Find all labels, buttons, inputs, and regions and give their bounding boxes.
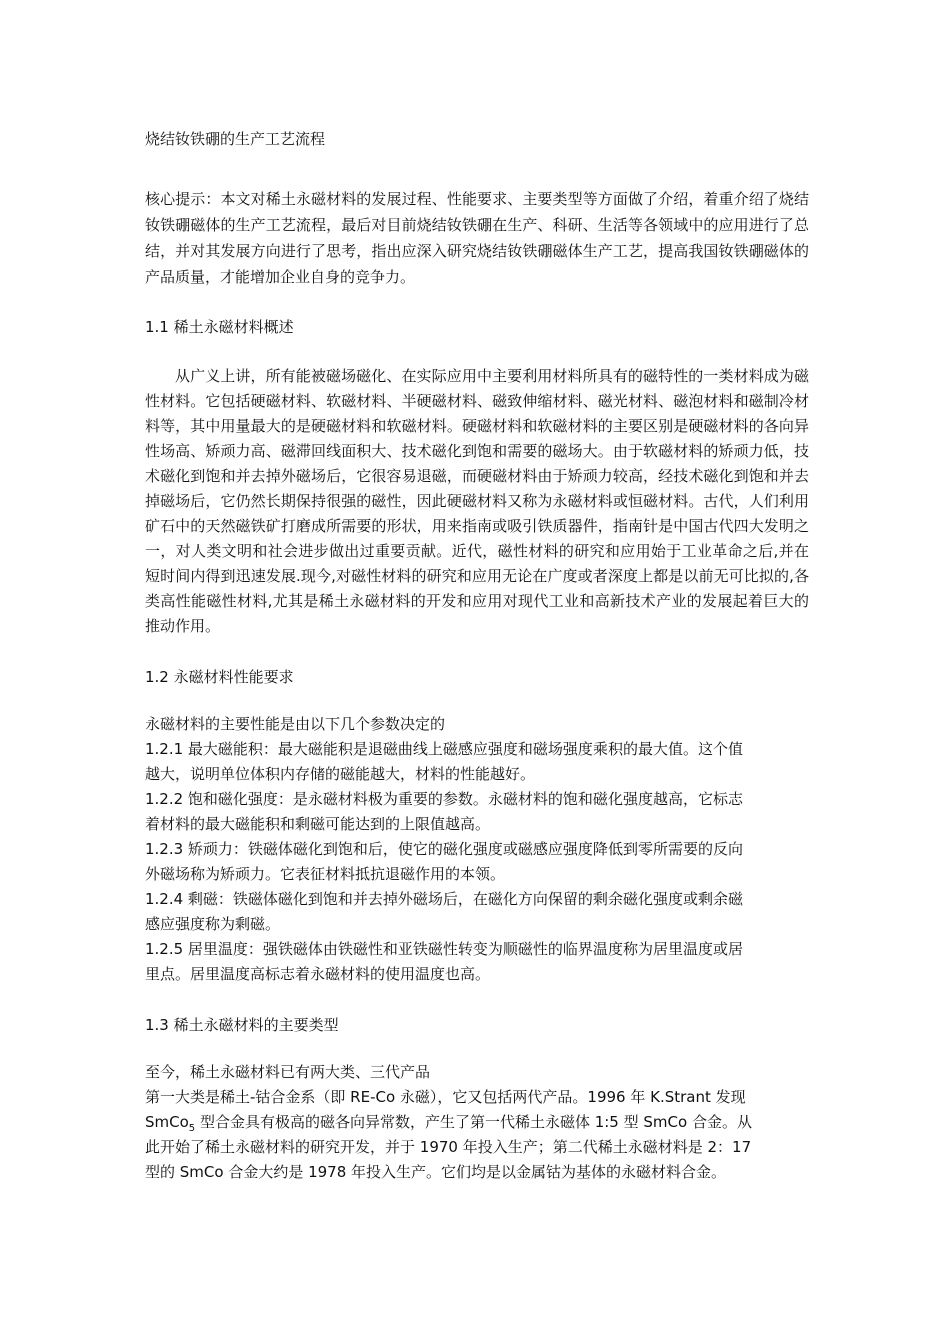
section-heading-1-3: 1.3 稀土永磁材料的主要类型 (145, 1016, 339, 1034)
section-heading-1-1: 1.1 稀土永磁材料概述 (145, 318, 294, 336)
section-heading-1-2: 1.2 永磁材料性能要求 (145, 668, 294, 686)
section-1-2-body (145, 712, 809, 987)
types-line: 型的 SmCo 合金大约是 1978 年投入生产。它们均是以金属钴为基体的永磁材料合金。 (145, 1163, 727, 1181)
param-line: 着材料的最大磁能积和剩磁可能达到的上限值越高。 (145, 815, 491, 833)
smco-formula: SmCo (145, 1113, 189, 1131)
param-line: 1.2.4 剩磁：铁磁体磁化到饱和并去掉外磁场后，在磁化方向保留的剩余磁化强度或剩余磁 (145, 890, 743, 908)
formula-subscript: 5 (188, 1123, 196, 1134)
core-summary-paragraph: 核心提示：本文对稀土永磁材料的发展过程、性能要求、主要类型等方面做了介绍，着重介绍了烧结钕铁硼磁体的生产工艺流程，最后对目前烧结钕铁硼在生产、科研、生活等各领域中的应用进行了总结，并对其发展方向进行了思考，指出应深入研究烧结钕铁硼磁体生产工艺，提高我国钕铁硼磁体的产品质量，才能增加企业自身的竞争力。 (145, 190, 809, 286)
section-1-3-body (145, 1060, 809, 1185)
param-line: 里点。居里温度高标志着永磁材料的使用温度也高。 (145, 965, 491, 983)
param-line: 1.2.5 居里温度：强铁磁体由铁磁性和亚铁磁性转变为顺磁性的临界温度称为居里温度或居 (145, 940, 743, 958)
section-1-3-intro: 至今，稀土永磁材料已有两大类、三代产品 (145, 1063, 431, 1081)
param-line: 感应强度称为剩磁。 (145, 915, 281, 933)
types-line: 第一大类是稀土-钴合金系（即 RE-Co 永磁），它又包括两代产品。1996 年 K.Strant 发现 (145, 1088, 746, 1106)
document-title: 烧结钕铁硼的生产工艺流程 (145, 130, 326, 148)
param-line: 越大，说明单位体积内存储的磁能越大，材料的性能越好。 (145, 765, 536, 783)
param-line: 1.2.2 饱和磁化强度：是永磁材料极为重要的参数。永磁材料的饱和磁化强度越高，它标志 (145, 790, 743, 808)
param-line: 1.2.1 最大磁能积：最大磁能积是退磁曲线上磁感应强度和磁场强度乘积的最大值。这个值 (145, 740, 743, 758)
section-1-2-intro: 永磁材料的主要性能是由以下几个参数决定的 (145, 715, 446, 733)
param-line: 外磁场称为矫顽力。它表征材料抵抗退磁作用的本领。 (145, 865, 506, 883)
section-1-1-body: 从广义上讲，所有能被磁场磁化、在实际应用中主要利用材料所具有的磁特性的一类材料成为磁性材料。它包括硬磁材料、软磁材料、半硬磁材料、磁致伸缩材料、磁光材料、磁泡材料和磁制冷材料等，其中用量最大的是硬磁材料和软磁材料。硬磁材料和软磁材料的主要区别是硬磁材料的各向异性场高、矫顽力高、磁滞回线面积大、技术磁化到饱和需要的磁场大。由于软磁材料的矫顽力低，技术磁化到饱和并去掉外磁场后，它很容易退磁，而硬磁材料由于矫顽力较高，经技术磁化到饱和并去掉磁场后，它仍然长期保持很强的磁性，因此硬磁材料又称为永磁材料或恒磁材料。古代，人们利用矿石中的天然磁铁矿打磨成所需要的形状，用来指南或吸引铁质器件，指南针是中国古代四大发明之一，对人类文明和社会进步做出过重要贡献。近代，磁性材料的研究和应用始于工业革命之后,并在短时间内得到迅速发展.现今,对磁性材料的研究和应用无论在广度或者深度上都是以前无可比拟的,各类高性能磁性材料,尤其是稀土永磁材料的开发和应用对现代工业和高新技术产业的发展起着巨大的推动作用。 (145, 367, 809, 635)
types-line (145, 1110, 809, 1135)
types-line: 此开始了稀土永磁材料的研究开发，并于 1970 年投入生产；第二代稀土永磁材料是 2：17 (145, 1138, 752, 1156)
param-line: 1.2.3 矫顽力：铁磁体磁化到饱和后，使它的磁化强度或磁感应强度降低到零所需要的反向 (145, 840, 743, 858)
types-line-rest: 型合金具有极高的磁各向异常数，产生了第一代稀土永磁体 1:5 型 SmCo 合金。从 (195, 1113, 752, 1131)
